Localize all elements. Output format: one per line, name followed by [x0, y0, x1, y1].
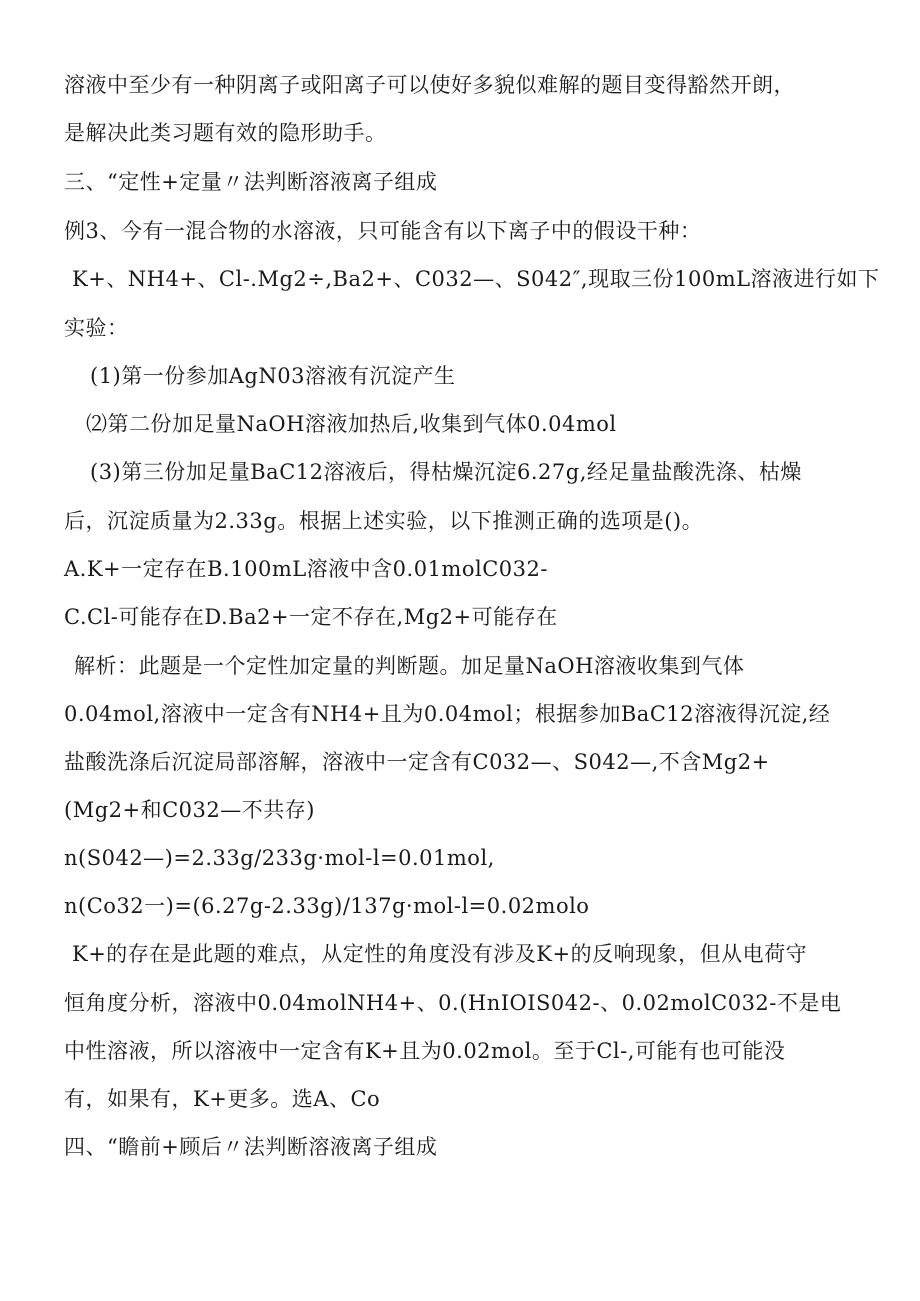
analysis-line-8: 有，如果有，K+更多。选A、Co	[64, 1087, 381, 1111]
analysis-line-6: 恒角度分析，溶液中0.04molNH4+、0.(HnIOIS042-、0.02molC032-不是电	[64, 991, 842, 1015]
experiment-step-1: (1)第一份参加AgN03溶液有沉淀产生	[90, 364, 456, 388]
options-c-d: C.Cl-可能存在D.Ba2+一定不存在,Mg2+可能存在	[64, 605, 558, 629]
analysis-line-3: 盐酸洗涤后沉淀局部溶解，溶液中一定含有C032—、S042—,不含Mg2+	[64, 750, 770, 774]
options-a-b: A.K+一定存在B.100mL溶液中含0.01molC032-	[64, 557, 548, 581]
calc-carbonate: n(Co32一)=(6.27g-2.33g)/137g·mol-l=0.02molo	[64, 894, 590, 918]
text-line-2: 是解决此类习题有效的隐形助手。	[64, 121, 387, 145]
analysis-line-7: 中性溶液，所以溶液中一定含有K+且为0.02mol。至于Cl-,可能有也可能没	[64, 1039, 786, 1063]
analysis-line-1: 解析：此题是一个定性加定量的判断题。加足量NaOH溶液收集到气体	[74, 654, 745, 678]
analysis-line-4: (Mg2+和C032—不共存)	[64, 798, 315, 822]
text-line-experiment: 实验：	[64, 316, 129, 340]
analysis-line-2: 0.04mol,溶液中一定含有NH4+且为0.04mol；根据参加BaC12溶液得沉淀,经	[64, 702, 831, 726]
ion-list-line: K+、NH4+、Cl-.Mg2÷,Ba2+、C032—、S042″,现取三份100mL溶液进行如下	[72, 267, 880, 291]
experiment-step-2: ⑵第二份加足量NaOH溶液加热后,收集到气体0.04mol	[86, 412, 617, 436]
text-line-1: 溶液中至少有一种阴离子或阳离子可以使好多貌似难解的题目变得豁然开朗，	[64, 73, 795, 97]
experiment-step-3-cont: 后，沉淀质量为2.33g。根据上述实验，以下推测正确的选项是()。	[64, 509, 704, 533]
example-3-intro: 例3、今有一混合物的水溶液，只可能含有以下离子中的假设干种：	[64, 219, 702, 243]
section-heading-4: 四、“瞻前+顾后〃法判断溶液离子组成	[64, 1135, 438, 1159]
experiment-step-3: (3)第三份加足量BaC12溶液后，得枯燥沉淀6.27g,经足量盐酸洗涤、枯燥	[90, 460, 802, 484]
section-heading-3: 三、“定性+定量〃法判断溶液离子组成	[64, 170, 438, 194]
analysis-line-5: K+的存在是此题的难点，从定性的角度没有涉及K+的反响现象，但从电荷守	[72, 942, 808, 966]
calc-sulfate: n(S042—)=2.33g/233g·mol-l=0.01mol,	[64, 846, 495, 870]
